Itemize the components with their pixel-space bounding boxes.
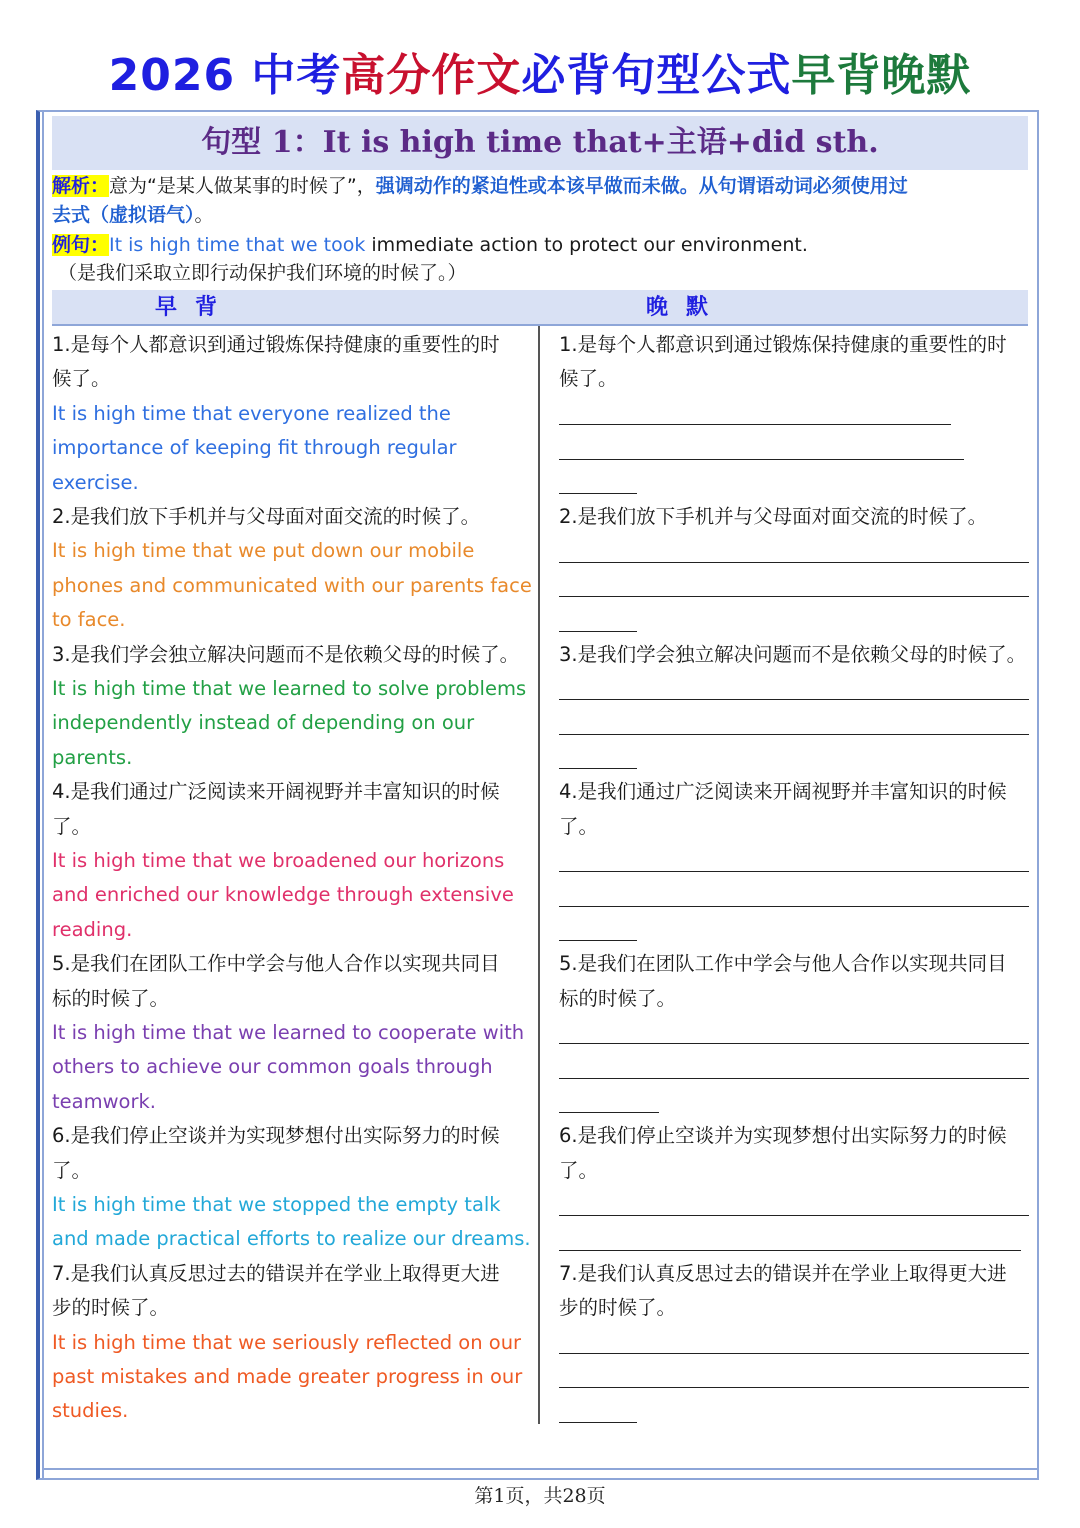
entry-3-dictation-cn-line-1: 3.是我们学会独立解决问题而不是依赖父母的时候了。 [559,642,1027,666]
example-sentence [52,231,1032,259]
analysis-emphasis: 强调动作的紧迫性或本该早做而未做。从句谓语动词必须使用过 [375,175,908,197]
title-part-3: 必背句型公式 [521,50,792,101]
entry-6-en-line-2: and made practical efforts to realize our dreams. [52,1227,531,1251]
title-part-4: 早背晚默 [791,50,972,101]
entry-5-cn-line-1: 5.是我们在团队工作中学会与他人合作以实现共同目 [52,952,500,976]
entry-2-en-line-1: It is high time that we put down our mobile [52,539,475,563]
column-left-title: 早背 [155,295,236,320]
entry-4-cn-line-1: 4.是我们通过广泛阅读来开阔视野并丰富知识的时候 [52,780,500,804]
entry-3-en-line-3: parents. [52,745,133,769]
entry-5-answer-blank-2[interactable] [559,1078,1029,1079]
entry-5-dictation-cn-line-1: 5.是我们在团队工作中学会与他人合作以实现共同目 [559,952,1007,976]
entry-5-answer-blank-1[interactable] [559,1043,1029,1044]
entry-1-answer-blank-2[interactable] [559,459,964,460]
entry-2-dictation-cn-line-1: 2.是我们放下手机并与父母面对面交流的时候了。 [559,505,988,528]
entry-7-answer-blank-3[interactable] [559,1422,637,1423]
frame-bottom-rule [42,1468,1037,1470]
column-divider [538,326,540,1424]
entry-3-answer-blank-3[interactable] [559,768,637,769]
pattern-header: 句型 1：It is high time that+主语+did sth. [52,116,1028,170]
entry-2-en-line-2: phones and communicated with our parents face [52,573,532,597]
entry-2-cn-line-1: 2.是我们放下手机并与父母面对面交流的时候了。 [52,505,481,528]
entry-4-answer-blank-3[interactable] [559,940,637,941]
title-part-1: 2026 中考 [108,50,342,101]
entry-7-cn-line-2: 步的时候了。 [52,1296,170,1320]
example-rest: immediate action to protect our environment. [365,234,808,256]
entry-7-en-line-1: It is high time that we seriously reflected on our [52,1330,522,1354]
entry-1-en-line-3: exercise. [52,470,139,494]
entry-7-en-line-2: past mistakes and made greater progress in our [52,1365,523,1388]
entry-2-answer-blank-2[interactable] [559,596,1029,597]
analysis-end: 。 [194,204,214,226]
entry-1-cn-line-1: 1.是每个人都意识到通过锻炼保持健康的重要性的时 [52,333,500,356]
entry-5-en-line-1: It is high time that we learned to cooperate with [52,1021,525,1044]
frame-inner-rule [42,112,44,1478]
example-label: 例句： [52,234,110,256]
entry-6-cn-line-2: 了。 [52,1158,92,1182]
entry-7-cn-line-1: 7.是我们认真反思过去的错误并在学业上取得更大进 [52,1261,500,1285]
entry-5-dictation-cn-line-2: 标的时候了。 [559,986,677,1010]
entry-5-en-line-2: others to achieve our common goals through [52,1055,493,1079]
example-translation: （是我们采取立即行动保护我们环境的时候了。） [58,262,467,284]
entry-4-cn-line-2: 了。 [52,814,92,838]
entry-1-dictation-cn-line-2: 候了。 [559,367,618,391]
entry-2-answer-blank-1[interactable] [559,562,1029,563]
entry-3-answer-blank-1[interactable] [559,699,1029,700]
column-right-title: 晚默 [646,295,727,320]
entry-2-en-line-3: to face. [52,608,126,632]
entry-5-answer-blank-3[interactable] [559,1112,659,1113]
entry-5-en-line-3: teamwork. [52,1089,156,1113]
column-header [52,290,1028,326]
entry-6-en-line-1: It is high time that we stopped the empty talk [52,1193,501,1216]
entry-3-en-line-2: independently instead of depending on our [52,711,475,735]
entry-7-answer-blank-1[interactable] [559,1353,1029,1354]
entry-1-en-line-2: importance of keeping fit through regular [52,436,457,460]
entry-7-dictation-cn-line-2: 步的时候了。 [559,1296,677,1320]
entry-4-answer-blank-2[interactable] [559,906,1029,907]
entry-6-answer-blank-1[interactable] [559,1215,1029,1216]
entry-3-answer-blank-2[interactable] [559,734,1029,735]
entry-4-answer-blank-1[interactable] [559,871,1029,872]
entry-5-cn-line-2: 标的时候了。 [52,986,170,1010]
entry-6-dictation-cn-line-2: 了。 [559,1158,599,1182]
analysis-emphasis-cont: 去式（虚拟语气） [52,204,195,226]
entry-4-en-line-2: and enriched our knowledge through extensive [52,883,514,907]
analysis-label: 解析： [52,175,110,197]
entry-4-en-line-3: reading. [52,917,133,941]
entry-1-answer-blank-3[interactable] [559,493,637,494]
entry-6-cn-line-1: 6.是我们停止空谈并为实现梦想付出实际努力的时候 [52,1124,500,1148]
entry-6-dictation-cn-line-1: 6.是我们停止空谈并为实现梦想付出实际努力的时候 [559,1124,1007,1148]
entry-4-dictation-cn-line-2: 了。 [559,814,599,838]
entry-7-en-line-3: studies. [52,1399,129,1423]
entry-4-dictation-cn-line-1: 4.是我们通过广泛阅读来开阔视野并丰富知识的时候 [559,780,1007,804]
analysis-text: 意为“是某人做某事的时候了”， [109,175,376,197]
entry-1-en-line-1: It is high time that everyone realized the [52,401,451,425]
entry-7-dictation-cn-line-1: 7.是我们认真反思过去的错误并在学业上取得更大进 [559,1261,1007,1285]
entry-1-cn-line-2: 候了。 [52,367,111,391]
page-footer: 第1页，共28页 [474,1485,606,1507]
entry-3-en-line-1: It is high time that we learned to solve problems [52,677,527,700]
example-highlight: It is high time that we took [109,234,366,256]
entry-6-answer-blank-2[interactable] [559,1250,1021,1251]
entry-2-answer-blank-3[interactable] [559,631,637,632]
entry-1-dictation-cn-line-1: 1.是每个人都意识到通过锻炼保持健康的重要性的时 [559,333,1007,356]
analysis-block [52,172,1032,226]
page-title [0,44,1080,108]
entry-1-answer-blank-1[interactable] [559,424,951,425]
entry-7-answer-blank-2[interactable] [559,1387,1029,1388]
entry-3-cn-line-1: 3.是我们学会独立解决问题而不是依赖父母的时候了。 [52,642,520,666]
entry-4-en-line-1: It is high time that we broadened our horizons [52,849,505,872]
title-part-2: 高分作文 [341,50,522,101]
